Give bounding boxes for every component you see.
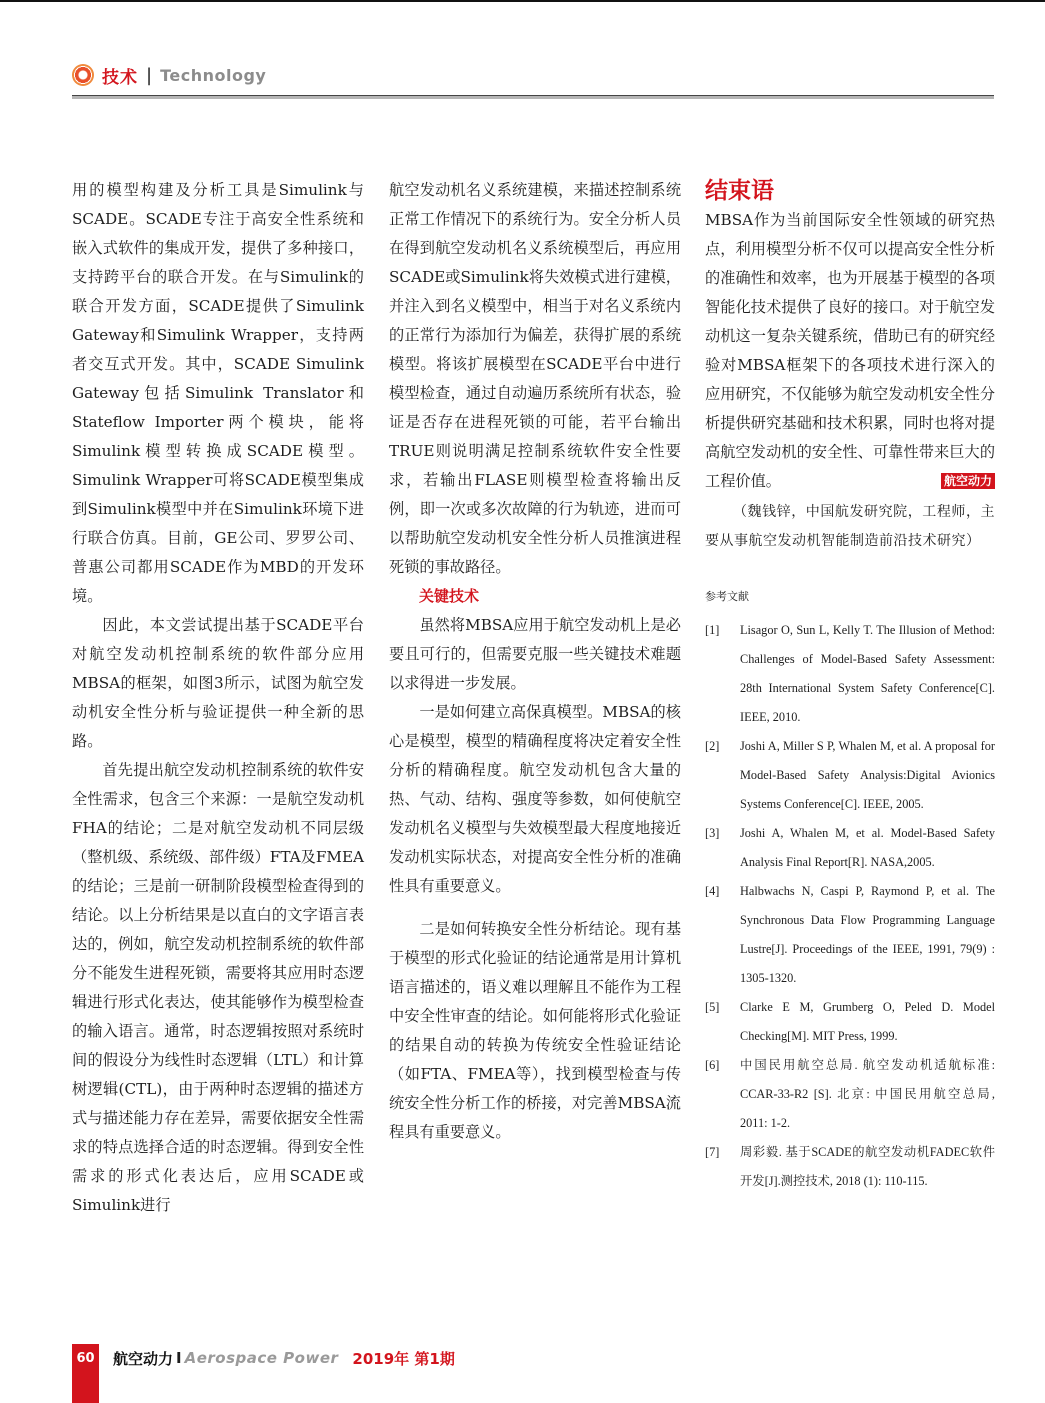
paragraph: 首先提出航空发动机控制系统的软件安全性需求，包含三个来源：一是航空发动机FHA的结论；二是对航空发动机不同层级（整机级、系统级、部件级）FTA及FMEA的结论；三是前一研制阶段模型检查得到的结论。以上分析结果是以直白的文字语言表达的，例如，航空发动机控制系统的软件部分不能发生进程死锁，需要将其应用时态逻辑进行形式化表达，使其能够作为模型检查的输入语言。通常，时态逻辑按照对系统时间的假设分为线性时态逻辑（LTL）和计算树逻辑(CTL)，由于两种时态逻辑的描述方式与描述能力存在差异，需要依据安全性需求的特点选择合适的时态逻辑。得到安全性需求的形式化表达后，应用SCADE或Simulink进行 bbox=[72, 761, 364, 1214]
reference-item bbox=[705, 616, 995, 732]
reference-text: Joshi A, Whalen M, et al. Model-Based Safety Analysis Final Report[R]. NASA,2005. bbox=[740, 826, 995, 869]
section-header bbox=[72, 60, 266, 90]
reference-number: [5] bbox=[705, 1000, 720, 1014]
reference-text: Clarke E M, Grumberg O, Peled D. Model Checking[M]. MIT Press, 1999. bbox=[740, 1000, 995, 1043]
top-border-rule bbox=[0, 0, 1045, 2]
page-number-tab bbox=[72, 1344, 99, 1403]
reference-text: 中国民用航空总局. 航空发动机适航标准: CCAR-33-R2 [S]. 北京: 中国民用航空总局, 2011: 1-2. bbox=[740, 1058, 995, 1130]
paragraph: 用的模型构建及分析工具是Simulink与SCADE。SCADE专注于高安全性系统和嵌入式软件的集成开发，提供了多种接口，支持跨平台的联合开发。在与Simulink的联合开发方面，SCADE提供了Simulink Gateway和Simulink Wrapper，支持两者交互式开发。其中，SCADE Simulink Gateway包括Simulink Translator和Stateflow Importer两个模块，能将Simulink模型转换成SCADE模型。Simulink Wrapper可将SCADE模型集成到Simulink模型中并在Simulink环境下进行联合仿真。目前，GE公司、罗罗公司、普惠公司都用SCADE作为MBD的开发环境。 bbox=[72, 181, 364, 605]
conclusion-heading: 结束语 bbox=[705, 178, 774, 204]
subsection-heading: 关键技术 bbox=[419, 587, 480, 605]
header-divider bbox=[72, 95, 994, 99]
reference-number: [3] bbox=[705, 826, 720, 840]
reference-text: Joshi A, Miller S P, Whalen M, et al. A proposal for Model-Based Safety Analysis:Digital Avionics Systems Conference[C]. IEEE, 2005. bbox=[740, 739, 995, 811]
conclusion-text: MBSA作为当前国际安全性领域的研究热点，利用模型分析不仅可以提高安全性分析的准确性和效率，也为开展基于模型的各项智能化技术提供了良好的接口。对于航空发动机这一复杂关键系统，借助已有的研究经验对MBSA框架下的各项技术进行深入的应用研究，不仅能够为航空发动机安全性分析提供研究基础和技术积累，同时也将对提高航空发动机的安全性、可靠性带来巨大的工程价值。 bbox=[705, 211, 995, 490]
author-note: （魏钱锌，中国航发研究院，工程师，主要从事航空发动机智能制造前沿技术研究） bbox=[705, 504, 995, 549]
section-title-en: Technology bbox=[160, 65, 267, 85]
column-right bbox=[705, 176, 995, 1196]
paragraph: 虽然将MBSA应用于航空发动机上是必要且可行的，但需要克服一些关键技术难题以求得进一步发展。 bbox=[389, 616, 681, 692]
references-list bbox=[705, 616, 995, 1196]
reference-item bbox=[705, 1138, 995, 1196]
magazine-name-en: Aerospace Power bbox=[184, 1349, 339, 1367]
reference-number: [2] bbox=[705, 739, 720, 753]
section-title-cn: 技术 bbox=[102, 67, 138, 88]
reference-number: [1] bbox=[705, 623, 720, 637]
reference-text: Lisagor O, Sun L, Kelly T. The Illusion of Method: Challenges of Model-Based Safety Assessment: 28th International System Safety Conference[C]. IEEE, 2010. bbox=[740, 623, 995, 724]
reference-item bbox=[705, 993, 995, 1051]
paragraph: 二是如何转换安全性分析结论。现有基于模型的形式化验证的结论通常是用计算机语言描述的，语义难以理解且不能作为工程中安全性审查的结论。如何能将形式化验证的结果自动的转换为传统安全性验证结论（如FTA、FMEA等），找到模型检查与传统安全性分析工作的桥接，对完善MBSA流程具有重要意义。 bbox=[389, 920, 681, 1141]
reference-item bbox=[705, 1051, 995, 1138]
reference-text: 周彩毅. 基于SCADE的航空发动机FADEC软件开发[J].测控技术, 2018 (1): 110-115. bbox=[740, 1145, 995, 1188]
reference-item bbox=[705, 819, 995, 877]
reference-number: [7] bbox=[705, 1145, 720, 1159]
column-left bbox=[72, 176, 364, 1220]
magazine-logo-icon bbox=[72, 64, 94, 86]
section-separator: | bbox=[146, 64, 153, 86]
page-number: 60 bbox=[76, 1351, 95, 1366]
paragraph: 因此，本文尝试提出基于SCADE平台对航空发动机控制系统的软件部分应用MBSA的框架，如图3所示，试图为航空发动机安全性分析与验证提供一种全新的思路。 bbox=[72, 616, 364, 750]
reference-item bbox=[705, 732, 995, 819]
column-middle bbox=[389, 176, 681, 1147]
footer-separator: I bbox=[176, 1349, 182, 1367]
issue-label: 2019年 第1期 bbox=[352, 1349, 455, 1368]
reference-number: [6] bbox=[705, 1058, 720, 1072]
paragraph bbox=[705, 206, 995, 496]
reference-item bbox=[705, 877, 995, 993]
magazine-name-cn: 航空动力 bbox=[113, 1349, 174, 1368]
paragraph: 航空发动机名义系统建模，来描述控制系统正常工作情况下的系统行为。安全分析人员在得到航空发动机名义系统模型后，再应用SCADE或Simulink将失效模式进行建模，并注入到名义模型中，相当于对名义系统内的正常行为添加行为偏差，获得扩展的系统模型。将该扩展模型在SCADE平台中进行模型检查，通过自动遍历系统所有状态，验证是否存在进程死锁的可能，若平台输出TRUE则说明满足控制系统软件安全性要求，若输出FLASE则模型检查将输出反例，即一次或多次故障的行为轨迹，进而可以帮助航空发动机安全性分析人员推演进程死锁的事故路径。 bbox=[389, 181, 681, 576]
reference-text: Halbwachs N, Caspi P, Raymond P, et al. The Synchronous Data Flow Programming Language Lustre[J]. Proceedings of the IEEE, 1991, 79(9) : 1305-1320. bbox=[740, 884, 995, 985]
end-mark-badge: 航空动力 bbox=[941, 473, 995, 489]
paragraph: 一是如何建立高保真模型。MBSA的核心是模型，模型的精确程度将决定着安全性分析的精确程度。航空发动机包含大量的热、气动、结构、强度等参数，如何使航空发动机名义模型与失效模型最大程度地接近发动机实际状态，对提高安全性分析的准确性具有重要意义。 bbox=[389, 703, 681, 895]
references-title: 参考文献 bbox=[705, 590, 749, 603]
page-footer bbox=[113, 1346, 455, 1370]
reference-number: [4] bbox=[705, 884, 720, 898]
